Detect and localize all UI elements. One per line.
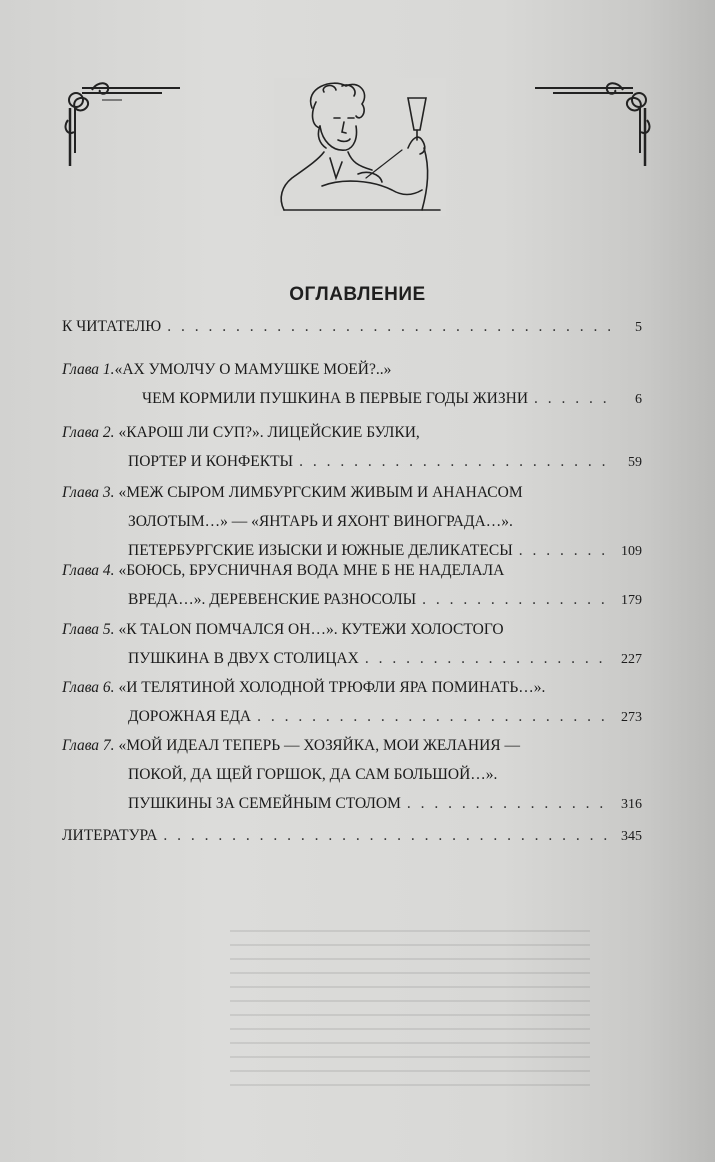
toc-entry-chapter-1[interactable] bbox=[62, 361, 642, 419]
chapter-title-line: ПЕТЕРБУРГСКИЕ ИЗЫСКИ И ЮЖНЫЕ ДЕЛИКАТЕСЫ bbox=[128, 542, 513, 559]
chapter-number: Глава 3. bbox=[62, 484, 115, 501]
chapter-number: Глава 6. bbox=[62, 679, 115, 696]
chapter-title-line: ВРЕДА…». ДЕРЕВЕНСКИЕ РАЗНОСОЛЫ bbox=[128, 591, 417, 608]
chapter-title-line: «КАРОШ ЛИ СУП?». ЛИЦЕЙСКИЕ БУЛКИ, bbox=[118, 424, 420, 441]
chapter-title-line: ЗОЛОТЫМ…» — «ЯНТАРЬ И ЯХОНТ ВИНОГРАДА…». bbox=[128, 513, 513, 530]
chapter-number: Глава 7. bbox=[62, 737, 115, 754]
page-number: 227 bbox=[621, 652, 642, 667]
page-number: 316 bbox=[621, 797, 642, 812]
dot-leader bbox=[167, 318, 610, 336]
chapter-number: Глава 5. bbox=[62, 621, 115, 638]
toc-entry-chapter-6[interactable] bbox=[62, 679, 642, 737]
toc-entry-chapter-5[interactable] bbox=[62, 621, 642, 679]
page-number: 179 bbox=[621, 593, 642, 608]
toc-entry-chapter-7[interactable] bbox=[62, 737, 642, 824]
toc-title: ОГЛАВЛЕНИЕ bbox=[289, 284, 426, 305]
toc-entry-chapter-3[interactable] bbox=[62, 484, 642, 571]
dot-leader bbox=[519, 542, 610, 560]
chapter-title-line: ПОКОЙ, ДА ЩЕЙ ГОРШОК, ДА САМ БОЛЬШОЙ…». bbox=[128, 766, 498, 783]
entry-label: К ЧИТАТЕЛЮ bbox=[62, 318, 162, 335]
chapter-title-line: «БОЮСЬ, БРУСНИЧНАЯ ВОДА МНЕ Б НЕ НАДЕЛАЛА bbox=[118, 562, 505, 579]
chapter-title-line: ПУШКИНЫ ЗА СЕМЕЙНЫМ СТОЛОМ bbox=[128, 795, 401, 812]
dot-leader bbox=[299, 453, 610, 471]
chapter-number: Глава 1. bbox=[62, 361, 115, 378]
chapter-title-line: ДОРОЖНАЯ ЕДА bbox=[128, 708, 252, 725]
toc-entry-reader[interactable] bbox=[62, 318, 642, 347]
page-number: 5 bbox=[635, 320, 642, 335]
chapter-title-line: ПУШКИНА В ДВУХ СТОЛИЦАХ bbox=[128, 650, 359, 667]
entry-label: ЛИТЕРАТУРА bbox=[62, 827, 158, 844]
page-number: 345 bbox=[621, 829, 642, 844]
show-through-texture bbox=[230, 930, 590, 1090]
dot-leader bbox=[365, 650, 610, 668]
chapter-number: Глава 4. bbox=[62, 562, 115, 579]
chapter-title-line: «МОЙ ИДЕАЛ ТЕПЕРЬ — ХОЗЯЙКА, МОИ ЖЕЛАНИЯ — bbox=[118, 737, 521, 754]
right-corner-ornament-icon bbox=[533, 78, 653, 168]
toc-entry-literature[interactable] bbox=[62, 827, 642, 856]
left-corner-ornament-icon bbox=[62, 78, 182, 168]
pushkin-portrait-icon bbox=[262, 78, 447, 218]
chapter-title-line: «АХ УМОЛЧУ О МАМУШКЕ МОЕЙ?..» bbox=[114, 361, 392, 378]
page-number: 6 bbox=[635, 392, 642, 407]
dot-leader bbox=[257, 708, 610, 726]
chapter-title-line: «И ТЕЛЯТИНОЙ ХОЛОДНОЙ ТРЮФЛИ ЯРА ПОМИНАТЬ…». bbox=[118, 679, 546, 696]
chapter-title-line: ЧЕМ КОРМИЛИ ПУШКИНА В ПЕРВЫЕ ГОДЫ ЖИЗНИ bbox=[142, 390, 529, 407]
chapter-title-line: ПОРТЕР И КОНФЕКТЫ bbox=[128, 453, 294, 470]
page-number: 273 bbox=[621, 710, 642, 725]
dot-leader bbox=[534, 390, 610, 408]
chapter-number: Глава 2. bbox=[62, 424, 115, 441]
dot-leader bbox=[163, 827, 610, 845]
toc-entry-chapter-4[interactable] bbox=[62, 562, 642, 620]
page-number: 59 bbox=[628, 455, 642, 470]
chapter-title-line: «МЕЖ СЫРОМ ЛИМБУРГСКИМ ЖИВЫМ И АНАНАСОМ bbox=[118, 484, 523, 501]
chapter-title-line: «К TALON ПОМЧАЛСЯ ОН…». КУТЕЖИ ХОЛОСТОГО bbox=[118, 621, 504, 638]
page-number: 109 bbox=[621, 544, 642, 559]
toc-entry-chapter-2[interactable] bbox=[62, 424, 642, 482]
dot-leader bbox=[422, 591, 610, 609]
dot-leader bbox=[407, 795, 610, 813]
